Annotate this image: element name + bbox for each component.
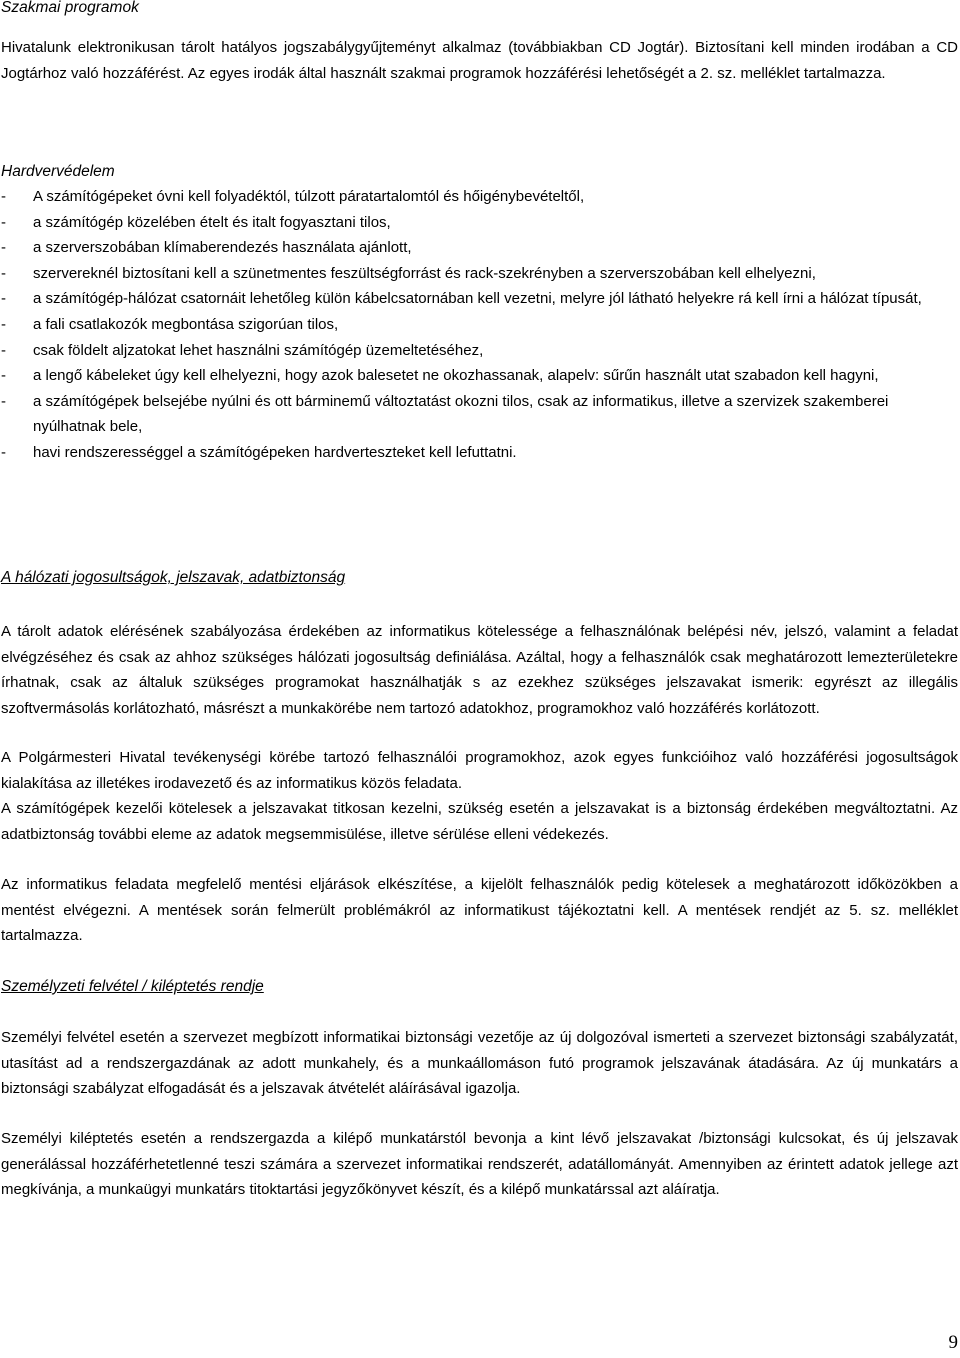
section-title-hardware-protection: Hardvervédelem: [1, 163, 115, 180]
list-item: [0, 210, 958, 236]
list-dash: -: [1, 392, 6, 410]
list-item-text: csak földelt aljzatokat lehet használni számítógép üzemeltetéséhez,: [33, 341, 484, 359]
section-title-network-permissions: A hálózati jogosultságok, jelszavak, adatbiztonság: [1, 569, 346, 586]
list-dash: -: [1, 367, 6, 385]
list-item: [0, 338, 958, 364]
paragraph-personnel-2: Személyi kiléptetés esetén a rendszergazda a kilépő munkatárstól bevonja a kint lévő jelszavakat /biztonsági kulcsokat, és új jelszavak generálással hozzáférhetetlenné teszi számára a szervezet informatikai rendszerét, adatállományát. Amennyiben az érintett adatok jellege azt megkívánja, a munkaügyi munkatárs titoktartási jegyzőkönyvet készít, és a kilépő munkatárssal azt aláíratja.: [1, 1130, 958, 1199]
paragraph-network-3: A számítógépek kezelői kötelesek a jelszavakat titkosan kezelni, szükség esetén a jelszavakat is a biztonság érdekében megváltoztatni. Az adatbiztonság további eleme az adatok megsemmisülése, illetve sérülése elleni védekezés.: [1, 800, 958, 843]
list-dash: -: [1, 213, 6, 231]
list-dash: -: [1, 264, 6, 282]
list-item: [0, 312, 958, 338]
list-item-text: A számítógépeket óvni kell folyadéktól, túlzott páratartalomtól és hőigénybevételtől,: [33, 188, 585, 205]
list-item-text: szervereknél biztosítani kell a szünetmentes feszültségforrást és rack-szekrényben a szerverszobában kell elhelyezni,: [33, 264, 816, 282]
list-item-text: a lengő kábeleket úgy kell elhelyezni, hogy azok balesetet ne okozhassanak, alapelv: sűrűn használt utat szabadon kell hagyni,: [33, 367, 879, 385]
list-item-text: a szerverszobában klímaberendezés használata ajánlott,: [33, 239, 412, 257]
section-title-personnel: Személyzeti felvétel / kiléptetés rendje: [1, 978, 264, 995]
list-item: [0, 184, 958, 210]
list-item: [0, 440, 958, 466]
list-item-text: havi rendszerességgel a számítógépeken hardverteszteket kell lefuttatni.: [33, 443, 517, 461]
list-item-text: a számítógépek belsejébe nyúlni és ott bárminemű változtatást okozni tilos, csak az informatikus, illetve a szervizek szakemberei nyúlhatnak bele,: [33, 392, 889, 436]
list-item: [0, 389, 958, 440]
list-item: [0, 363, 958, 389]
list-dash: -: [1, 341, 6, 359]
list-item-text: a fali csatlakozók megbontása szigorúan tilos,: [33, 315, 339, 333]
list-item-text: a számítógép közelében ételt és italt fogyasztani tilos,: [33, 213, 391, 231]
list-dash: -: [1, 290, 6, 308]
page-number: 9: [948, 1332, 958, 1353]
list-dash: -: [1, 315, 6, 333]
list-dash: -: [1, 188, 6, 205]
list-item: [0, 286, 958, 312]
list-dash: -: [1, 443, 6, 461]
hardware-rules-list: [0, 184, 958, 466]
list-item-text: a számítógép-hálózat csatornáit lehetőleg külön kábelcsatornában kell vezetni, melyre jól látható helyekre rá kell írni a hálózat típusát,: [33, 290, 922, 308]
paragraph-network-2: A Polgármesteri Hivatal tevékenységi körébe tartozó felhasználói programokhoz, azok egyes funkcióihoz való hozzáférési jogosultságok kialakítása az illetékes irodavezető és az informatikus közös feladata.: [1, 749, 958, 792]
list-dash: -: [1, 239, 6, 257]
paragraph-network-1: A tárolt adatok elérésének szabályozása érdekében az informatikus kötelessége a felhasználónak belépési név, jelszó, valamint a feladat elvégzéséhez és csak az ahhoz szükséges hálózati jogosultság definiálása. Azáltal, hogy a felhasználók csak meghatározott lemezterületekre írhatnak, csak az általuk szükséges programokat használhatják s az ezekhez szükséges jelszavakat ismerik: egyrészt az illegális szoftvermásolás korlátozható, másrészt a munkakörébe nem tartozó adatokhoz, programokhoz való hozzáférés korlátozott.: [1, 623, 958, 717]
paragraph-personnel-1: Személyi felvétel esetén a szervezet megbízott informatikai biztonsági vezetője az új dolgozóval ismerteti a szervezet biztonsági szabályzatát, utasítást ad a rendszergazdának az adott munkahely, és a munkaállomáson futó programok jelszavának átadására. Az új munkatárs a biztonsági szabályzat elfogadását és a jelszavak átvételét aláírásával igazolja.: [1, 1029, 958, 1098]
list-item: [0, 235, 958, 261]
section-title-professional-programs: Szakmai programok: [1, 0, 139, 16]
list-item: [0, 261, 958, 287]
paragraph-network-4: Az informatikus feladata megfelelő mentési eljárások elkészítése, a kijelölt felhasználók pedig kötelesek a meghatározott időközökben a mentést elvégezni. A mentések során felmerült problémákról az informatikust tájékoztatni kell. A mentések rendjét az 5. sz. melléklet tartalmazza.: [1, 876, 958, 945]
paragraph-professional-programs: Hivatalunk elektronikusan tárolt hatályos jogszabálygyűjteményt alkalmaz (továbbiakban CD Jogtár). Biztosítani kell minden irodában a CD Jogtárhoz való hozzáférést. Az egyes irodák által használt szakmai programok hozzáférési lehetőségét a 2. sz. melléklet tartalmazza.: [1, 39, 958, 82]
